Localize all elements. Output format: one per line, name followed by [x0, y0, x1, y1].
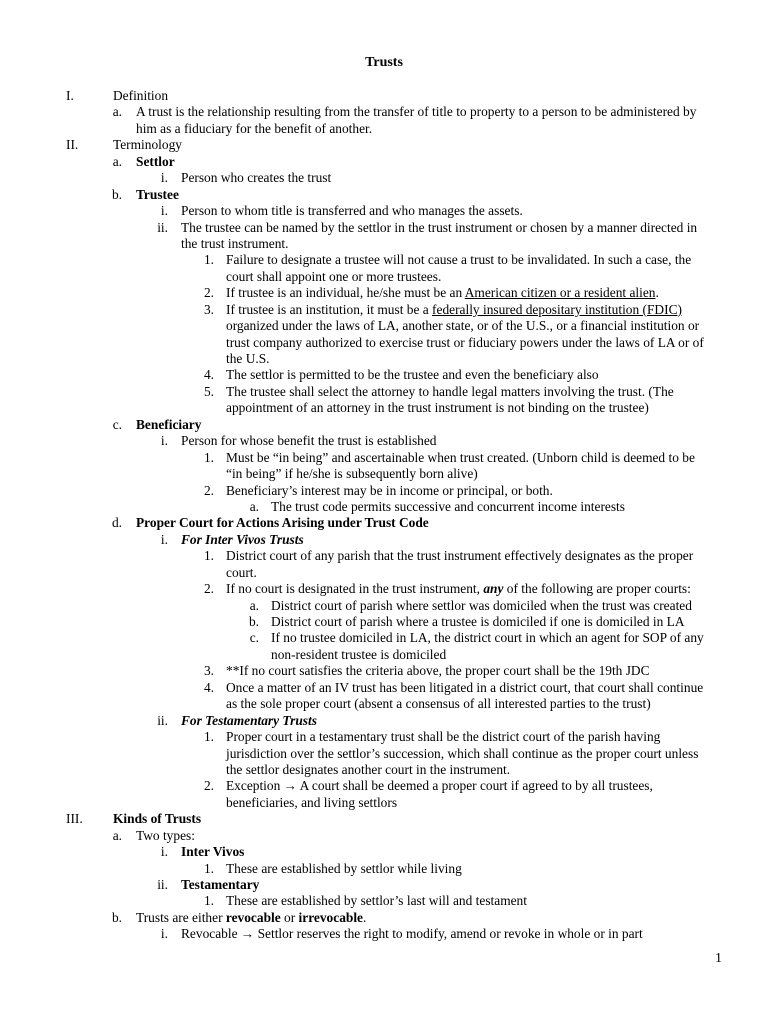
text-segment: the settlor designates another court in the instrument. [226, 761, 511, 777]
text-segment: A trust is the relationship resulting from the transfer of title to property to a person to be administered by [136, 104, 697, 120]
text-segment: any [483, 581, 504, 597]
outline-line [0, 384, 768, 400]
text-segment: or [280, 909, 299, 925]
outline-marker: i. [160, 170, 168, 186]
outline-marker: 4. [203, 367, 214, 383]
outline-marker: 2. [203, 778, 214, 794]
text-segment: Settlor [136, 153, 175, 169]
outline-marker: c. [112, 416, 122, 432]
outline-marker: 2. [203, 482, 214, 498]
text-segment: Exception → A court shall be deemed a proper court if agreed to by all trustees, [226, 778, 653, 794]
text-segment: For Testamentary Trusts [181, 712, 317, 728]
text-segment: . [363, 909, 367, 925]
outline-text [181, 170, 331, 186]
outline-marker: 1. [203, 548, 214, 564]
text-segment: District court of parish where settlor was domiciled when the trust was created [271, 597, 692, 613]
outline-text [181, 713, 317, 729]
outline-text [136, 417, 201, 433]
outline-line [0, 844, 768, 860]
text-segment: American citizen or a resident alien [464, 285, 656, 301]
outline-text [226, 746, 698, 762]
text-segment: non-resident trustee is domiciled [271, 646, 447, 662]
outline-line [0, 351, 768, 367]
outline-line [0, 104, 768, 120]
outline-text [226, 893, 527, 909]
outline-text [136, 104, 696, 120]
outline-line [0, 893, 768, 909]
outline-text [181, 926, 643, 942]
outline-text [181, 532, 304, 548]
text-segment: These are established by settlor while living [226, 860, 462, 876]
text-segment: Proper court in a testamentary trust shall be the district court of the parish having [226, 729, 661, 745]
text-segment: the trust instrument. [181, 235, 289, 251]
outline-text [226, 680, 703, 696]
outline-line [0, 203, 768, 219]
outline-line [0, 532, 768, 548]
text-segment: trust company authorized to exercise trust or fiduciary powers under the laws of LA or of [226, 334, 704, 350]
text-segment: Definition [113, 88, 169, 103]
outline-line [0, 680, 768, 696]
outline-text [271, 630, 704, 646]
outline-line [0, 285, 768, 301]
outline-line [0, 170, 768, 186]
text-segment: Testamentary [181, 877, 260, 892]
text-segment: . [655, 285, 659, 301]
outline-line [0, 318, 768, 334]
outline-line [0, 220, 768, 236]
outline-line [0, 647, 768, 663]
outline-line [0, 450, 768, 466]
outline-marker: 1. [203, 252, 214, 268]
outline-text [181, 220, 697, 236]
outline-line [0, 88, 768, 104]
outline-line [0, 400, 768, 416]
outline-line [0, 811, 768, 827]
outline-marker: b. [248, 614, 259, 629]
text-segment: court shall appoint one or more trustees. [226, 268, 442, 284]
outline-line [0, 598, 768, 614]
outline-text [113, 88, 168, 104]
outline-text [181, 433, 437, 449]
text-segment: Trustee [136, 186, 179, 202]
outline-line [0, 367, 768, 383]
text-segment: Inter Vivos [181, 844, 245, 860]
text-segment: irrevocable [298, 909, 363, 925]
text-segment: Person who creates the trust [181, 170, 332, 186]
outline-line [0, 252, 768, 268]
outline-text [136, 121, 372, 137]
outline-marker: ii. [157, 877, 168, 892]
outline-text [226, 252, 691, 268]
outline-line [0, 187, 768, 203]
text-segment: court. [226, 564, 257, 580]
outline-line [0, 515, 768, 531]
outline-line [0, 121, 768, 137]
outline-line [0, 713, 768, 729]
outline-marker: 3. [203, 301, 214, 317]
outline-text [181, 203, 523, 219]
outline-marker: d. [111, 515, 122, 531]
text-segment: of the following are proper courts: [503, 581, 691, 597]
outline-marker: i. [160, 531, 168, 547]
outline-line [0, 663, 768, 679]
outline-text [226, 400, 649, 416]
text-segment: District court of any parish that the trust instrument effectively designates as the proper [226, 548, 694, 564]
text-segment: If trustee is an individual, he/she must be an [226, 285, 465, 301]
outline-text [226, 861, 462, 877]
outline-line [0, 762, 768, 778]
outline-marker: 3. [203, 663, 214, 679]
text-segment: If no trustee domiciled in LA, the district court in which an agent for SOP of any [271, 630, 704, 646]
text-segment: Two types: [136, 827, 195, 843]
text-segment: The trustee can be named by the settlor in the trust instrument or chosen by a manner directed in [181, 219, 698, 235]
outline-line [0, 417, 768, 433]
outline-text [271, 614, 685, 630]
outline-text [226, 762, 510, 778]
outline-line [0, 581, 768, 597]
outline-line [0, 269, 768, 285]
outline-line [0, 137, 768, 153]
text-segment: Must be “in being” and ascertainable when trust created. (Unborn child is deemed to be [226, 449, 695, 465]
outline-line [0, 877, 768, 893]
outline-line [0, 499, 768, 515]
text-segment: organized under the laws of LA, another state, or of the U.S., or a financial institution or [226, 318, 700, 334]
outline-text [226, 466, 478, 482]
text-segment: District court of parish where a trustee is domiciled if one is domiciled in LA [271, 614, 685, 629]
outline-marker: i. [160, 203, 168, 219]
outline-text [136, 154, 175, 170]
outline-line [0, 302, 768, 318]
text-segment: The trustee shall select the attorney to handle legal matters involving the trust. (The [226, 383, 674, 399]
text-segment: the U.S. [226, 351, 270, 366]
outline-line [0, 926, 768, 942]
outline-text [226, 795, 397, 811]
outline-marker: 1. [203, 449, 214, 465]
outline-line [0, 630, 768, 646]
text-segment: Proper Court for Actions Arising under Trust Code [136, 515, 429, 531]
outline-text [181, 236, 289, 252]
text-segment: These are established by settlor’s last will and testament [226, 893, 527, 909]
outline-text [271, 647, 446, 663]
outline-marker: III. [66, 811, 83, 827]
outline-marker: ii. [157, 712, 168, 728]
outline-marker: 5. [203, 383, 214, 399]
outline-text [226, 663, 650, 679]
outline-marker: i. [160, 433, 168, 449]
page-number: 1 [715, 951, 722, 966]
text-segment: beneficiaries, and living settlors [226, 794, 398, 810]
outline-text [226, 285, 659, 301]
outline-line [0, 565, 768, 581]
outline-text [226, 450, 695, 466]
outline-line [0, 861, 768, 877]
outline-marker: 1. [203, 860, 214, 876]
outline-line [0, 548, 768, 564]
outline-marker: 2. [203, 285, 214, 301]
outline-text [226, 318, 699, 334]
outline-text [226, 302, 682, 318]
outline-text [226, 384, 674, 400]
outline-marker: a. [112, 153, 122, 169]
text-segment: him as a fiduciary for the benefit of another. [136, 120, 373, 136]
text-segment: Person to whom title is transferred and who manages the assets. [181, 203, 523, 219]
outline-marker: II. [66, 137, 79, 153]
outline-marker: a. [249, 498, 259, 514]
text-segment: Revocable → Settlor reserves the right to modify, amend or revoke in whole or in part [181, 926, 643, 942]
outline-marker: 4. [203, 679, 214, 695]
outline-line [0, 236, 768, 252]
outline-line [0, 466, 768, 482]
text-segment: revocable [225, 909, 281, 925]
document-title: Trusts [365, 55, 403, 70]
text-segment: For Inter Vivos Trusts [181, 531, 304, 547]
outline-text [136, 187, 179, 203]
outline-marker: a. [112, 827, 122, 843]
text-segment: jurisdiction over the settlor’s succession, which shall continue as the proper court unless [226, 745, 699, 761]
outline-text [226, 367, 599, 383]
outline-marker: I. [66, 88, 74, 103]
text-segment: If no court is designated in the trust instrument, [226, 581, 484, 597]
outline-marker: a. [112, 104, 122, 120]
outline-line [0, 729, 768, 745]
outline-marker: 1. [203, 893, 214, 909]
outline-line [0, 614, 768, 630]
outline-text [226, 778, 653, 794]
text-segment: Terminology [113, 137, 182, 153]
text-segment: Person for whose benefit the trust is established [181, 433, 437, 449]
outline-text [226, 335, 704, 351]
text-segment: Once a matter of an IV trust has been litigated in a district court, that court shall continue [226, 679, 704, 695]
text-segment: If trustee is an institution, it must be a [226, 301, 433, 317]
text-segment: Kinds of Trusts [113, 811, 202, 827]
text-segment: as the sole proper court (absent a consensus of all interested parties to the trust) [226, 696, 651, 712]
outline-text [226, 548, 693, 564]
outline-line [0, 778, 768, 794]
outline-text [136, 828, 195, 844]
outline-text [226, 351, 270, 367]
outline-text [113, 137, 182, 153]
outline-marker: a. [249, 597, 259, 613]
text-segment: appointment of an attorney in the trust instrument is not binding on the trustee) [226, 400, 649, 416]
text-segment: “in being” if he/she is subsequently born alive) [226, 466, 478, 482]
outline-text [226, 696, 651, 712]
outline-line [0, 795, 768, 811]
outline-text [226, 565, 257, 581]
outline-text [271, 598, 692, 614]
outline-text [136, 515, 429, 531]
outline-text [113, 811, 201, 827]
outline-line [0, 154, 768, 170]
outline-text [271, 499, 625, 515]
text-segment: Trusts are either [136, 909, 226, 925]
outline-marker: 1. [203, 729, 214, 745]
text-segment: Beneficiary [136, 416, 202, 432]
outline-text [136, 910, 366, 926]
outline-marker: 2. [203, 581, 214, 597]
outline-line [0, 910, 768, 926]
outline-line [0, 746, 768, 762]
outline-text [226, 483, 553, 499]
outline-text [226, 269, 441, 285]
outline-marker: c. [249, 630, 259, 646]
text-segment: federally insured depositary institution (FDIC) [432, 301, 682, 317]
outline-text [226, 581, 691, 597]
outline-marker: ii. [157, 219, 168, 235]
text-segment: Beneficiary’s interest may be in income or principal, or both. [226, 482, 553, 498]
outline-marker: i. [160, 926, 168, 942]
text-segment: Failure to designate a trustee will not cause a trust to be invalidated. In such a case, the [226, 252, 692, 268]
outline-line [0, 828, 768, 844]
outline-text [226, 729, 660, 745]
outline-text [181, 877, 259, 893]
text-segment: **If no court satisfies the criteria above, the proper court shall be the 19th JDC [226, 663, 650, 679]
outline-line [0, 335, 768, 351]
text-segment: The trust code permits successive and concurrent income interests [271, 498, 625, 514]
outline-line [0, 696, 768, 712]
outline-marker: i. [160, 844, 168, 860]
text-segment: The settlor is permitted to be the trustee and even the beneficiary also [226, 367, 599, 383]
outline-marker: b. [111, 909, 122, 925]
outline-line [0, 433, 768, 449]
outline-marker: b. [111, 186, 122, 202]
outline-text [181, 844, 244, 860]
outline-body [0, 88, 768, 943]
outline-line [0, 483, 768, 499]
